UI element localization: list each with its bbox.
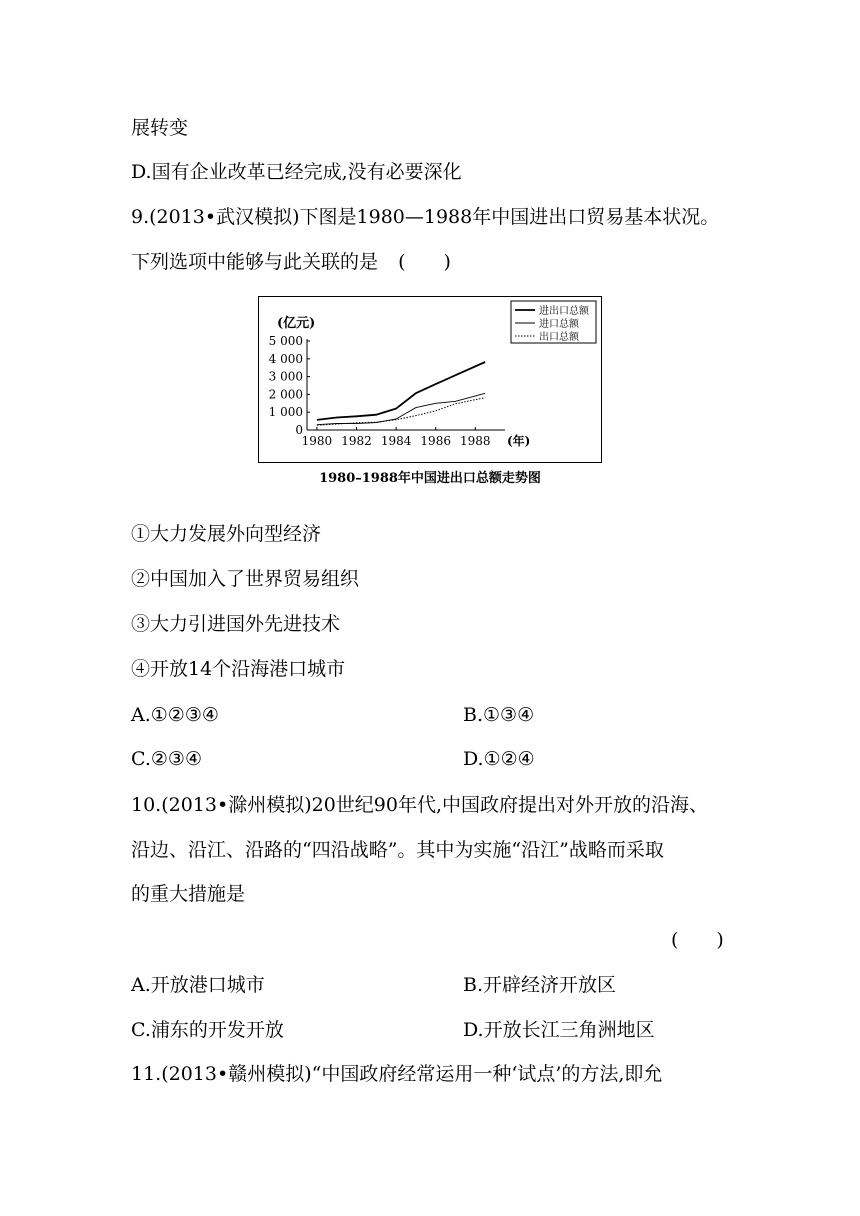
series-line xyxy=(317,362,485,420)
chart-caption: 1980–1988年中国进出口总额走势图 xyxy=(319,471,541,486)
q9-option-a: A.①②③④ xyxy=(131,704,219,726)
statement-1: ①大力发展外向型经济 xyxy=(131,523,322,545)
text-line: 展转变 xyxy=(131,117,189,139)
y-tick-label: 0 xyxy=(295,423,303,437)
statement-4: ④开放14个沿海港口城市 xyxy=(131,658,346,680)
x-tick-label: 1982 xyxy=(341,434,372,448)
x-tick-label: 1980 xyxy=(301,434,333,448)
answer-bracket: ( ) xyxy=(671,929,724,951)
series-line xyxy=(317,393,485,424)
q10-option-d: D.开放长江三角洲地区 xyxy=(463,1019,655,1041)
y-tick-label: 1 000 xyxy=(268,405,303,420)
answer-bracket: ( ) xyxy=(398,251,451,273)
question-10-line-1: 10.(2013•滁州模拟)20世纪90年代,中国政府提出对外开放的沿海、 xyxy=(131,794,708,816)
statement-2: ②中国加入了世界贸易组织 xyxy=(131,568,360,590)
y-tick-label: 4 000 xyxy=(268,351,303,366)
q10-option-a: A.开放港口城市 xyxy=(131,974,265,996)
question-9-line-1: 9.(2013•武汉模拟)下图是1980—1988年中国进出口贸易基本状况。 xyxy=(131,206,720,228)
q9-option-c: C.②③④ xyxy=(131,748,202,770)
x-tick-label: 1986 xyxy=(420,434,451,448)
option-d-prev: D.国有企业改革已经完成,没有必要深化 xyxy=(131,161,462,183)
x-axis-label: (年) xyxy=(507,434,531,448)
question-11-line-1: 11.(2013•赣州模拟)“中国政府经常运用一种‘试点’的方法,即允 xyxy=(131,1063,663,1085)
series-line xyxy=(317,398,485,426)
question-10-line-2: 沿边、沿江、沿路的“四沿战略”。其中为实施“沿江”战略而采取 xyxy=(131,839,664,861)
q9-option-b: B.①③④ xyxy=(463,704,535,726)
legend-label: 进出口总额 xyxy=(539,306,589,317)
x-tick-label: 1984 xyxy=(380,434,412,448)
question-10-line-3: 的重大措施是 xyxy=(131,883,246,905)
x-tick-label: 1988 xyxy=(460,434,491,448)
y-tick-label: 2 000 xyxy=(268,387,303,402)
q9-option-d: D.①②④ xyxy=(463,748,535,770)
q10-option-c: C.浦东的开发开放 xyxy=(131,1019,284,1041)
statement-3: ③大力引进国外先进技术 xyxy=(131,613,341,635)
legend-label: 进口总额 xyxy=(539,319,579,330)
y-tick-label: 3 000 xyxy=(268,369,303,384)
question-9-text: 下列选项中能够与此关联的是 xyxy=(131,251,379,273)
y-tick-label: 5 000 xyxy=(268,334,303,348)
y-axis-label: (亿元) xyxy=(277,316,316,331)
legend-label: 出口总额 xyxy=(539,332,579,343)
chart-frame xyxy=(258,296,602,463)
q10-option-b: B.开辟经济开放区 xyxy=(463,974,617,996)
trade-line-chart xyxy=(259,297,600,461)
question-9-line-2 xyxy=(131,250,451,274)
